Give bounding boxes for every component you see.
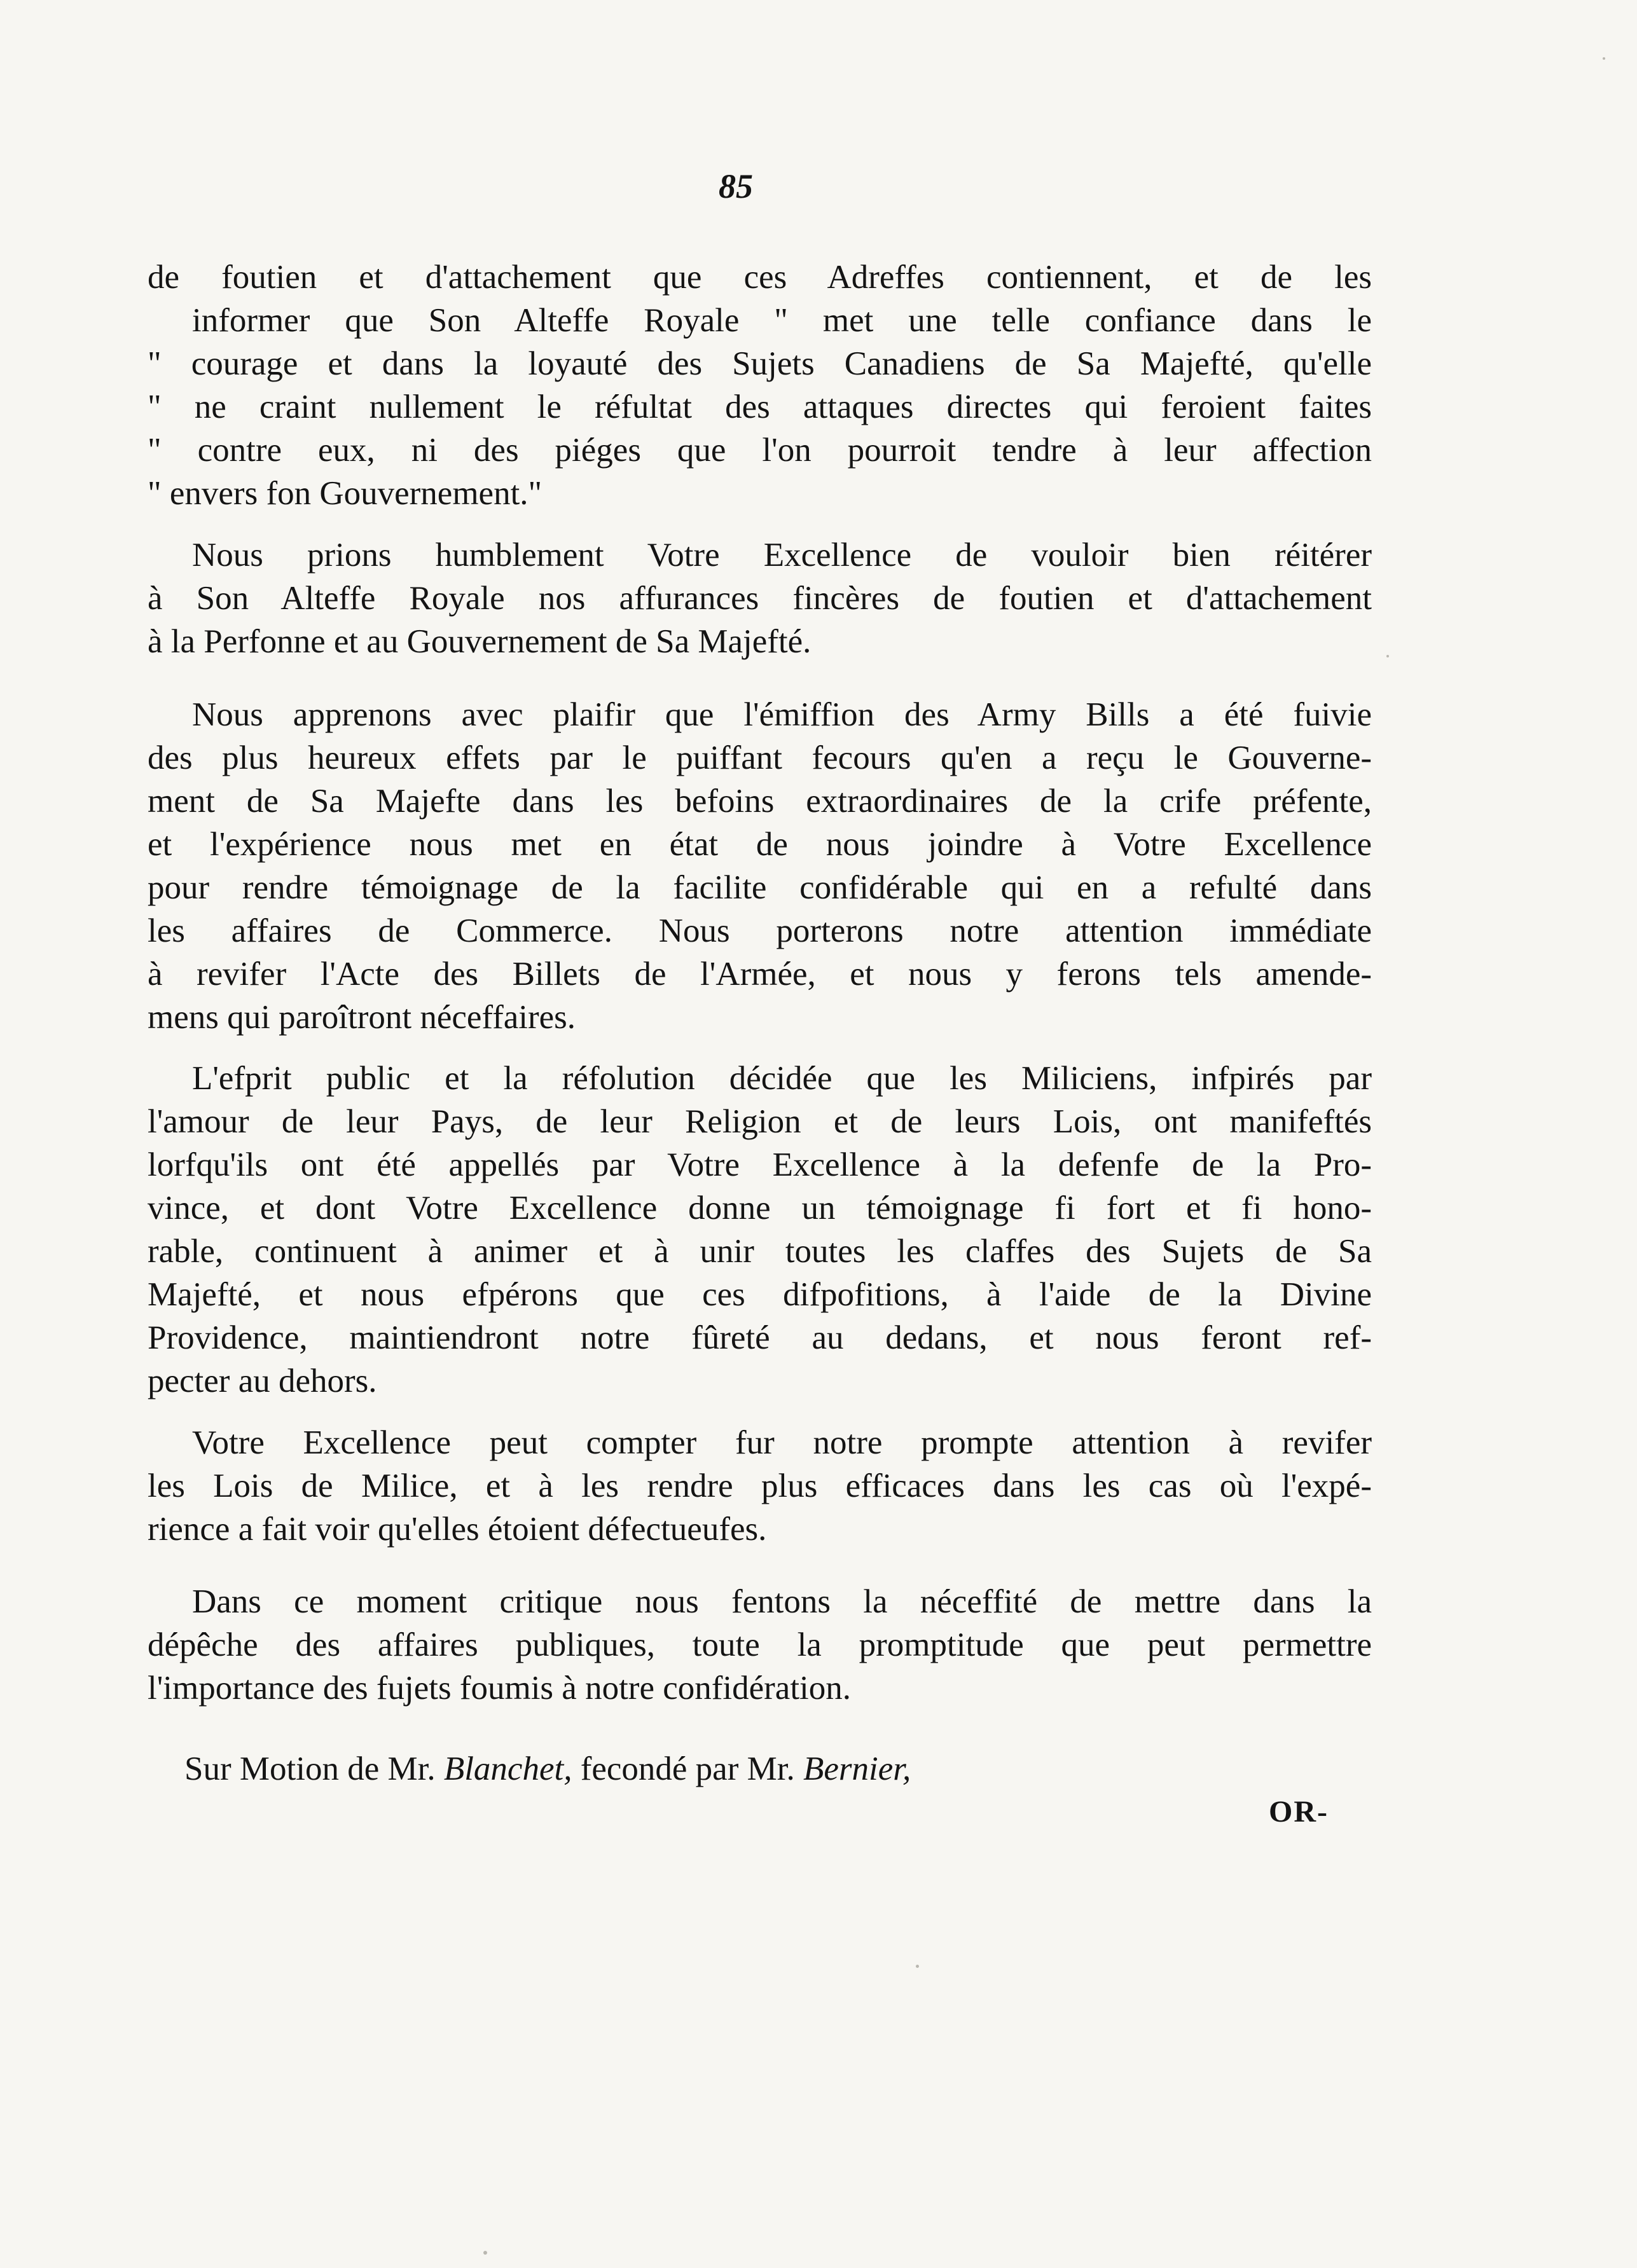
- catchword: OR-: [1269, 1795, 1329, 1829]
- text-line: Dans ce moment critique nous fentons la néceffité de mettre dans la: [192, 1583, 1372, 1620]
- text-line: dépêche des affaires publiques, toute la promptitude que peut permettre: [148, 1626, 1372, 1663]
- paragraph-1: [148, 256, 1372, 515]
- text-line: Majefté, et nous efpérons que ces difpofitions, à l'aide de la Divine: [148, 1276, 1372, 1313]
- text-line: " courage et dans la loyauté des Sujets Canadiens de Sa Majefté, qu'elle: [148, 345, 1372, 382]
- text-line: à revifer l'Acte des Billets de l'Armée, et nous y ferons tels amende-: [148, 956, 1372, 993]
- text-line: ment de Sa Majefte dans les befoins extraordinaires de la crife préfente,: [148, 783, 1372, 820]
- motion-prefix: Sur Motion de Mr.: [184, 1750, 436, 1787]
- text-line: à la Perfonne et au Gouvernement de Sa Majefté.: [148, 623, 812, 660]
- text-line: Providence, maintiendront notre fûreté au dedans, et nous feront ref-: [148, 1319, 1372, 1356]
- text-line: vince, et dont Votre Excellence donne un témoignage fi fort et fi hono-: [148, 1190, 1372, 1227]
- text-line: " contre eux, ni des piéges que l'on pourroit tendre à leur affection: [148, 432, 1372, 469]
- paragraph-4: [148, 1057, 1372, 1403]
- text-line: et l'expérience nous met en état de nous joindre à Votre Excellence: [148, 826, 1372, 863]
- motion-mover: Blanchet,: [443, 1750, 572, 1787]
- paragraph-3: [148, 693, 1372, 1039]
- motion-middle: fecondé par Mr.: [580, 1750, 795, 1787]
- text-line: L'efprit public et la réfolution décidée que les Miliciens, infpirés par: [192, 1060, 1372, 1097]
- paper-speck: [916, 1965, 919, 1968]
- paragraph-6: [148, 1580, 1372, 1710]
- text-line: l'amour de leur Pays, de leur Religion et de leurs Lois, ont manifeftés: [148, 1103, 1372, 1140]
- paper-speck: [1386, 655, 1389, 657]
- text-line: les Lois de Milice, et à les rendre plus efficaces dans les cas où l'expé-: [148, 1467, 1372, 1504]
- text-line: mens qui paroîtront néceffaires.: [148, 999, 576, 1036]
- text-line: des plus heureux effets par le puiffant fecours qu'en a reçu le Gouverne-: [148, 739, 1372, 776]
- paper-speck: [1603, 57, 1605, 60]
- text-line: pour rendre témoignage de la facilite confidérable qui en a refulté dans: [148, 869, 1372, 906]
- text-line: Votre Excellence peut compter fur notre prompte attention à revifer: [192, 1424, 1372, 1461]
- text-line: lorfqu'ils ont été appellés par Votre Excellence à la defenfe de la Pro-: [148, 1146, 1372, 1183]
- paper-speck: [483, 2251, 487, 2255]
- text-line: Nous apprenons avec plaifir que l'émiffion des Army Bills a été fuivie: [192, 696, 1372, 733]
- motion-line: [184, 1750, 911, 1788]
- text-line: rable, continuent à animer et à unir toutes les claffes des Sujets de Sa: [148, 1233, 1372, 1270]
- motion-seconder: Bernier,: [803, 1750, 911, 1787]
- page-number: 85: [719, 167, 753, 205]
- text-line: l'importance des fujets foumis à notre confidération.: [148, 1670, 852, 1707]
- text-line: les affaires de Commerce. Nous porterons notre attention immédiate: [148, 912, 1372, 949]
- text-line: rience a fait voir qu'elles étoient défectueufes.: [148, 1511, 767, 1548]
- text-line: " ne craint nullement le réfultat des attaques directes qui feroient faites: [148, 388, 1372, 425]
- text-line: pecter au dehors.: [148, 1363, 377, 1399]
- text-line: de foutien et d'attachement que ces Adreffes contiennent, et de les: [148, 259, 1372, 296]
- paragraph-2: [148, 533, 1372, 663]
- text-line: informer que Son Alteffe Royale " met une telle confiance dans le: [192, 302, 1372, 339]
- text-line: à Son Alteffe Royale nos affurances fincères de foutien et d'attachement: [148, 580, 1372, 617]
- text-line: Nous prions humblement Votre Excellence de vouloir bien réitérer: [192, 537, 1372, 574]
- text-line: " envers fon Gouvernement.": [148, 475, 542, 512]
- paragraph-5: [148, 1421, 1372, 1551]
